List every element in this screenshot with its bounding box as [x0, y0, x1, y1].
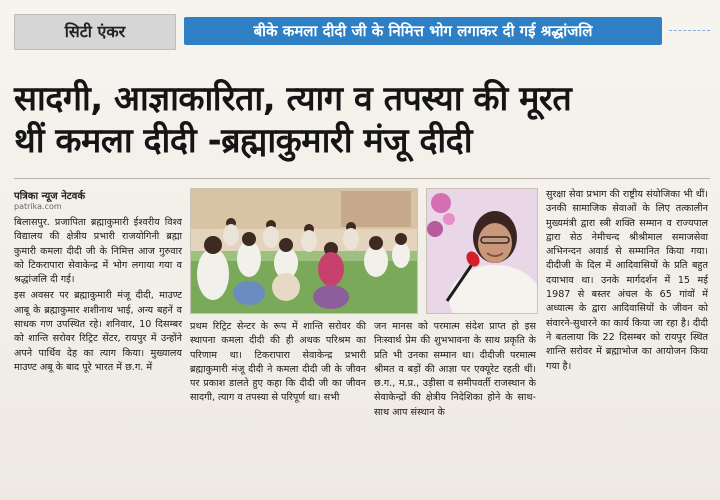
speaker-illustration: [427, 189, 537, 313]
headline-line-2: थीं कमला दीदी -ब्रह्माकुमारी मंजू दीदी: [14, 121, 473, 161]
article-paragraph: बिलासपुर. प्रजापिता ब्रह्माकुमारी ईश्वरीय विश्व विद्यालय की क्षेत्रीय प्रभारी राजयोगिनी ब्रह्मा कुमारी कमला दीदी जी के निमित्त आज गुरुवार को टिकरापारा सेवाकेन्द्र में भोग लगाया गया व श्रद्धांजलि दी गई।: [14, 217, 182, 286]
byline-site: patrika.com: [14, 202, 62, 211]
kicker-banner: बीके कमला दीदी जी के निमित्त भोग लगाकर दी गई श्रद्धांजलि: [184, 17, 662, 45]
article-paragraph: इस अवसर पर ब्रह्माकुमारी मंजू दीदी, माउण्ट आबू के ब्रह्माकुमार शशीनाथ भाई, अन्य बहनें व साधक गण उपस्थित रहे। शनिवार, 10 दिसम्बर को शान्ति सरोवर रिट्रिट सेंटर, रायपुर में उन्होंने अपने पार्थिव देह का त्याग किया। मुख्यालय माउण्ट अबू के बाद पूरे भारत में छ.ग. में: [14, 290, 182, 373]
headline: [14, 78, 710, 162]
byline-agency: पत्रिका न्यूज नेटवर्क: [14, 191, 86, 202]
article-column-3: जन मानस को परमात्म संदेश प्राप्त हो इस निःस्वार्थ प्रेम की शुभभावना के साथ प्रकृति के प्रति भी उनका सम्मान था। दीदीजी परमात्म श्रीमत व बड़ों की आज्ञा पर एक्यूरेट रहती थीं। छ.ग., म.प्र., उड़ीसा व समीपवर्ती राजस्थान के सेवाकेन्द्रों की क्षेत्रीय निदेशिका होने के साथ-साथ आप संस्थान के: [374, 321, 536, 418]
headline-line-1: सादगी, आज्ञाकारिता, त्याग व तपस्या की मूरत: [14, 79, 572, 119]
section-tag: सिटी एंकर: [14, 14, 176, 50]
group-meditation-photo: [190, 188, 418, 314]
top-strip: [14, 14, 710, 50]
headline-divider: [14, 178, 710, 179]
group-meditation-illustration: [191, 189, 417, 313]
article-column-2: प्रथम रिट्रिट सेन्टर के रूप में शान्ति सरोवर की स्थापना कमला दीदी की ही अथक परिश्रम का परिणाम था। टिकरापारा सेवाकेन्द्र प्रभारी ब्रह्माकुमारी मंजू दीदी ने कमला दीदी जी के जीवन पर प्रकाश डालते हुए कहा कि दीदी जी का जीवन सादगी, त्याग व तपस्या से परिपूर्ण था। सभी: [190, 321, 366, 404]
article-column-1: [14, 216, 182, 377]
speaker-microphone-photo: [426, 188, 538, 314]
kicker-dash-line: [669, 30, 710, 31]
article-column-4: सुरक्षा सेवा प्रभाग की राष्ट्रीय संयोजिका भी थीं। उनकी सामाजिक सेवाओं के लिए तत्कालीन मुख्यमंत्री द्वारा स्त्री शक्ति सम्मान व राज्यपाल द्वारा सेठ नेमीचन्द श्रीश्रीमाल समाजसेवा अभिनन्दन अवार्ड से सम्मानित किया गया। दीदीजी के दिल में आदिवासियों के प्रति बहुत दयाभाव था। उनके मार्गदर्शन में 15 मई 1987 से बस्तर अंचल के 65 गांवों में अध्यात्म के द्वारा आदिवासियों के जीवन को संवारने-सुधारने का कार्य किया जा रहा है। दीदी ने बतलाया कि 22 दिसम्बर को रायपुर स्थित शान्ति सरोवर में ब्रह्माभोज का आयोजन किया गया है।: [546, 189, 708, 372]
